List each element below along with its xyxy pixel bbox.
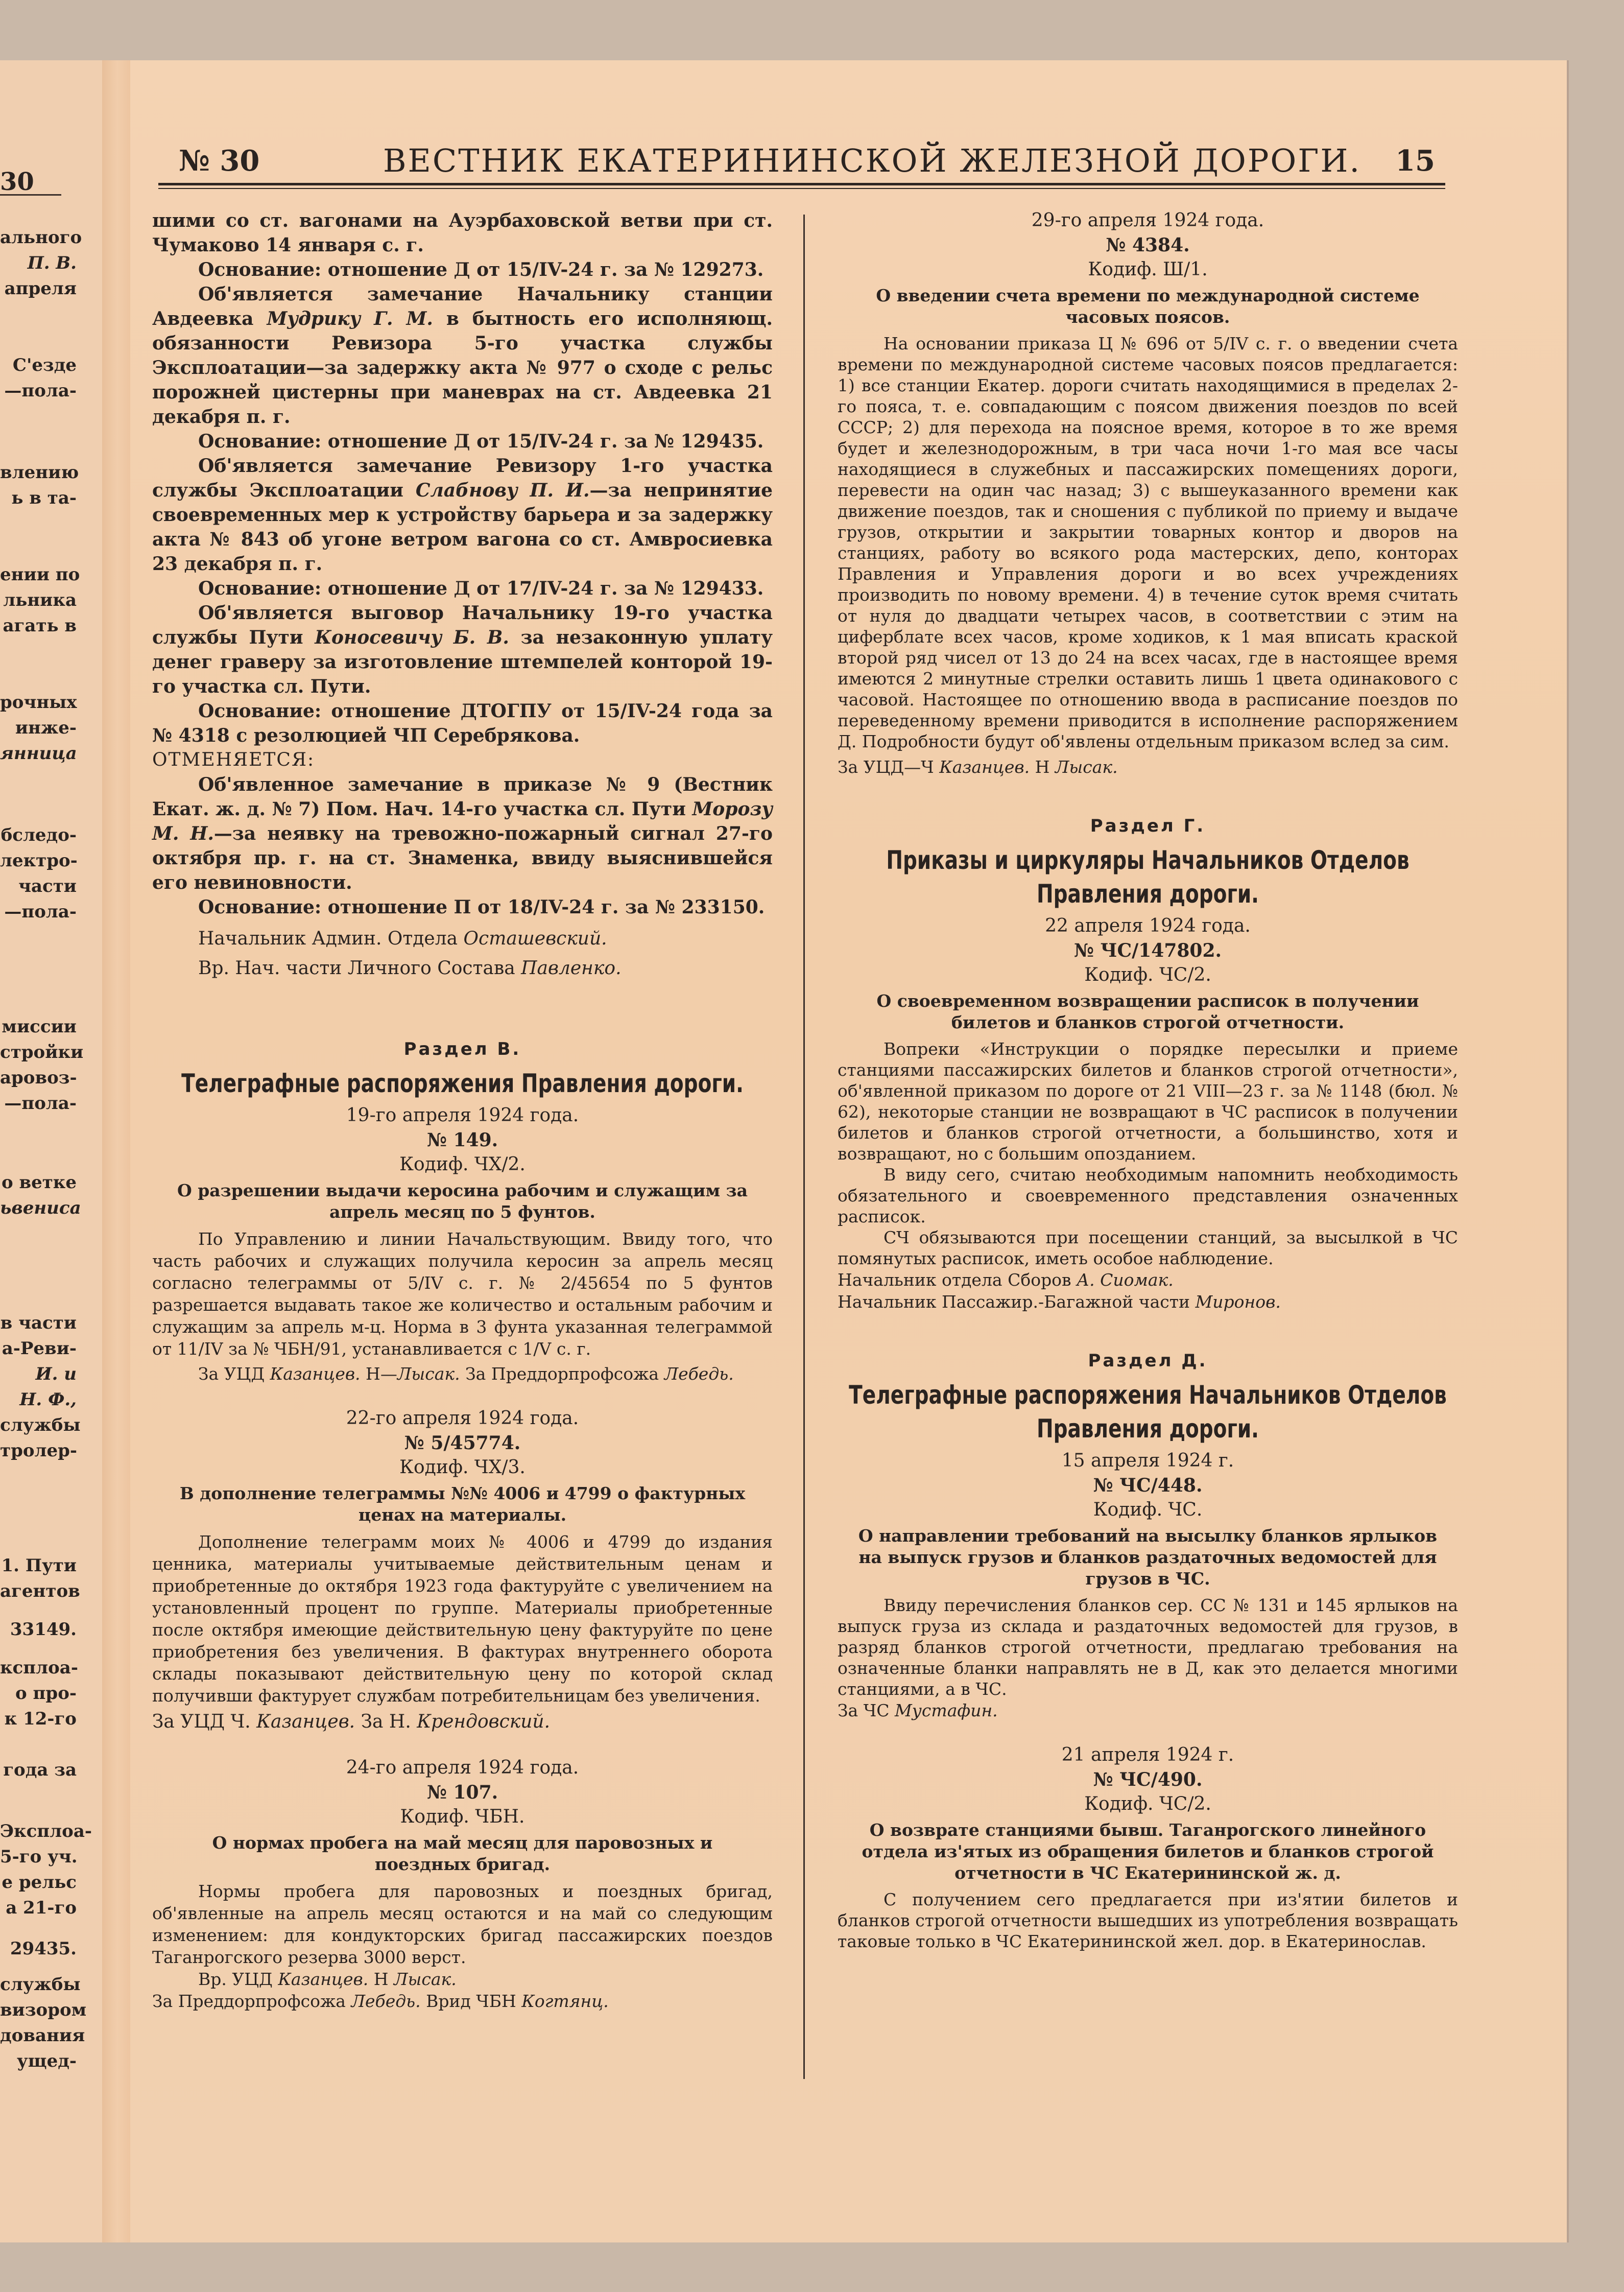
order-body: По Управлению и линии Начальствующим. Ввиду того, что часть рабочих и служащих получила керосин за апрель месяц согласно телеграммы от 5/IV с. г. № 2/45654 по 5 фунтов разрешается выдавать такое же количество и остальным рабочим и служащим за апрель м-ц. Норма в 3 фунта указанная телеграммой от 11/IV за № ЧБН/91, устанавливается с 1/V с. г. (152, 1229, 773, 1359)
order-date: 22-го апреля 1924 года. (346, 1408, 579, 1429)
section-title: Телеграфные распоряжения Правления дороги. (181, 1069, 744, 1098)
signature-name: Казанцев. (278, 1969, 369, 1989)
signature (838, 756, 1458, 778)
paragraph (152, 282, 773, 429)
signature (838, 1269, 1458, 1291)
journal-title: ВЕСТНИК ЕКАТЕРИНИНСКОЙ ЖЕЛЕЗНОЙ ДОРОГИ. (383, 142, 1362, 179)
signature-role: За Преддорпрофсожа (152, 1991, 351, 2011)
left-page-fragment: бследо- (1, 825, 77, 845)
signature-role: Врид ЧБН (420, 1991, 522, 2011)
signature-name: Крендовский. (417, 1711, 551, 1732)
order-codification: Кодиф. ЧХ/2. (399, 1154, 526, 1175)
person-name: Слабнову П. И. (415, 480, 590, 501)
order-codification: Кодиф. Ш/1. (1088, 259, 1208, 280)
basis-line: Основание: отношение Д от 15/IV-24 г. за № 129435. (198, 431, 764, 452)
text: —за непринятие своевременных мер к устройству барьера и за задержку акта № 843 об угоне ветром вагона со ст. Амвросиевка 23 декабря п. г. (152, 480, 773, 575)
text: за незаконную уплату денег граверу за изготовление штемпелей конторой 19-го участка сл. Пути. (152, 627, 773, 697)
column-divider (803, 215, 805, 2079)
section-title: Телеграфные распоряжения Начальников Отделов Правления дороги. (849, 1380, 1447, 1444)
page-number: 15 (1395, 144, 1435, 178)
left-page-fragment: П. В. (27, 253, 77, 273)
signature-name: Мустафин. (894, 1700, 998, 1720)
paragraph: шими со ст. вагонами на Ауэрбаховской ветви при ст. Чумаково 14 января с. г. (152, 210, 773, 256)
signature-role: За Преддорпрофсожа (460, 1364, 664, 1384)
issue-number: № 30 (179, 144, 260, 178)
left-page-fragment: о про- (15, 1683, 77, 1704)
basis-line: Основание: отношение Д от 17/IV-24 г. за № 129433. (198, 578, 764, 599)
section-title: Приказы и циркуляры Начальников Отделов Правления дороги. (886, 845, 1410, 909)
signature-role: За УЦД—Ч (838, 757, 940, 777)
order-date: 29-го апреля 1924 года. (1031, 210, 1264, 231)
binding-gutter (102, 60, 133, 2242)
left-page-fragment: 29435. (10, 1939, 77, 1959)
left-page-rule (0, 194, 61, 196)
signature-role: Вр. УЦД (198, 1969, 278, 1989)
section-label: Раздел Г. (1090, 816, 1206, 836)
order-number: № 4384. (1106, 234, 1190, 256)
left-page-fragment: ущед- (17, 2051, 77, 2071)
left-page-fragment: службы (0, 1974, 81, 1995)
left-page-number: 30 (0, 168, 34, 196)
order-date: 15 апреля 1924 г. (1061, 1450, 1234, 1471)
signature-name: Павленко. (521, 958, 622, 979)
text: —за неявку на тревожно-пожарный сигнал 27-го октября пр. г. на ст. Знаменка, ввиду выяснившейся его невиновности. (152, 823, 773, 893)
left-page-fragment: агентов (0, 1581, 80, 1601)
signature (152, 1968, 773, 1990)
left-page-fragment: а-Реви- (2, 1338, 77, 1359)
signature-role: За ЧС (838, 1700, 895, 1720)
left-page-fragment: аровоз- (0, 1068, 77, 1088)
text: Об'является замечание Начальнику станции Авдеевка (152, 283, 773, 329)
signature-name: Миронов. (1195, 1292, 1281, 1312)
header-rule-thin (158, 188, 1445, 189)
order-subject: О введении счета времени по международной системе часовых поясов. (876, 286, 1420, 327)
order-codification: Кодиф. ЧС/2. (1084, 1793, 1211, 1814)
left-page-fragment: стройки (0, 1042, 84, 1062)
left-page-fragment: —пола- (4, 381, 77, 401)
signature (152, 927, 773, 951)
order-date: 24-го апреля 1924 года. (346, 1757, 579, 1778)
left-page-fragment: Н. Ф., (19, 1389, 77, 1410)
column-right (838, 208, 1458, 1952)
left-page-fragment: в части (0, 1313, 77, 1333)
left-page-fragment: влению (0, 462, 79, 483)
order-body: Вопреки «Инструкции о порядке пересылки и приеме станциями пассажирских билетов и бланков строгой отчетности», об'явленной приказом по дороге от 21 VIII—23 г. за № 1148 (бюл. № 62), некоторые станции не возвращают в ЧС расписок в получении билетов и бланков строгой отчетности, а большинство, хотя и возвращают, но с большим опозданием. (838, 1039, 1458, 1164)
order-body: Нормы пробега для паровозных и поездных бригад, об'явленные на апрель месяц остаются и на май со следующим изменением: для кондукторских бригад пассажирских поездов Таганрогского резерва 3000 верст. (152, 1881, 773, 1967)
left-page-fragment: визором (0, 2000, 87, 2020)
left-page-fragment: е рельс (2, 1872, 77, 1893)
signature-name: Лебедь. (351, 1991, 421, 2011)
signature-name: Казанцев. (939, 757, 1030, 777)
left-page-fragment: года за (3, 1760, 77, 1780)
order-number: № ЧС/490. (1093, 1769, 1203, 1790)
left-page-fragment: 5-го уч. (0, 1847, 78, 1867)
signature-role: Н (1030, 757, 1055, 777)
order-body: Ввиду перечисления бланков сер. СС № 131 и 145 ярлыков на выпуск груза из склада и раздаточных ведомостей для грузов, в разряд бланков строгой отчетности, предлагаю требования на означенные бланки направлять не в Д, как это делается многими станциями, а в ЧС. (838, 1595, 1458, 1699)
left-page-fragment: о ветке (1, 1172, 77, 1193)
signature-name: Осташевский. (463, 928, 607, 949)
order-body: С получением сего предлагается при из'ятии билетов и бланков строгой отчетности вышедших из употребления возвращать таковые только в ЧС Екатерининской жел. дор. в Екатеринослав. (838, 1889, 1458, 1951)
order-date: 21 апреля 1924 г. (1061, 1744, 1234, 1765)
order-codification: Кодиф. ЧБН. (400, 1806, 525, 1827)
page-edge (1567, 60, 1569, 2242)
left-page-fragment: ксплоа- (0, 1658, 78, 1678)
left-page-fragment: —пола- (4, 902, 77, 922)
order-body: В виду сего, считаю необходимым напомнить необходимость обязательного и своевременного представления означенных расписок. (838, 1165, 1458, 1226)
order-body: СЧ обязываются при посещении станций, за высылкой в ЧС помянутых расписок, иметь особое наблюдение. (838, 1227, 1458, 1268)
signature-role: Начальник отдела Сборов (838, 1270, 1077, 1290)
left-page-fragment: ального (0, 227, 82, 248)
order-number: № ЧС/147802. (1073, 940, 1222, 961)
signature-name: Лебедь. (664, 1364, 734, 1384)
text: Об'является замечание Ревизору 1-го участка службы Эксплоатации (152, 455, 773, 501)
left-page-fragment: а 21-го (6, 1898, 77, 1918)
running-header (153, 138, 1445, 184)
text: в бытность его исполняющ. обязанности Ревизора 5-го участка службы Эксплоатации—за задержку акта № 977 о сходе с рельс порожней цистерны при маневрах на ст. Авдеевка 21 декабря п. г. (152, 308, 773, 428)
order-subject: О разрешении выдачи керосина рабочим и служащим за апрель месяц по 5 фунтов. (177, 1180, 748, 1222)
section-label: Раздел Д. (1088, 1351, 1208, 1371)
left-page-fragment: к 12-го (4, 1709, 77, 1729)
section-label: Раздел В. (403, 1039, 521, 1059)
person-name: Мудрику Г. М. (267, 308, 433, 329)
order-number: № 5/45774. (404, 1432, 521, 1454)
order-codification: Кодиф. ЧС/2. (1084, 964, 1211, 985)
left-page-fragment: янница (0, 743, 77, 764)
signature-role: Н— (360, 1364, 397, 1384)
signature-name: А. Сиомак. (1077, 1270, 1174, 1290)
left-page-fragment: агать в (3, 616, 77, 636)
order-body: Дополнение телеграмм моих № 4006 и 4799 до издания ценника, материалы учитываемые действительным ценам и приобретенные до октября 1923 года фактуруйте с увеличением на установленный процент по группе. Материалы приобретенные после октября имеющие действительную цену фактуруйте по цене приобретения без увеличения. В фактурах внутреннего оборота склады показывают действительную цену по которой склад получивши фактурует службам потребительницам без увеличения. (152, 1532, 773, 1706)
cancel-heading: ОТМЕНЯЕТСЯ: (152, 749, 315, 770)
text: Об'явленное замечание в приказе № 9 (Вестник Екат. ж. д. № 7) Пом. Нач. 14-го участка сл. Пути (152, 774, 773, 820)
order-subject: О возврате станциями бывш. Таганрогского линейного отдела из'ятых из обращения билетов и бланков строгой отчетности в ЧС Екатерининской ж. д. (862, 1820, 1434, 1883)
order-subject: О направлении требований на высылку бланков ярлыков на выпуск грузов и бланков раздаточных ведомостей для грузов в ЧС. (858, 1526, 1438, 1589)
header-rule (158, 183, 1445, 185)
left-page-fragment: 1. Пути (1, 1555, 77, 1576)
person-name: Морозу М. Н. (152, 798, 773, 844)
order-subject: В дополнение телеграммы №№ 4006 и 4799 о фактурных ценах на материалы. (179, 1483, 746, 1525)
signature-role: Вр. Нач. части Личного Состава (198, 958, 521, 979)
signature-name: Лысак. (393, 1969, 457, 1989)
basis-line: Основание: отношение П от 18/IV-24 г. за № 233150. (198, 896, 765, 918)
left-page-fragment: инже- (15, 718, 77, 738)
text: Об'является выговор Начальнику 19-го участка службы Пути (152, 602, 773, 648)
order-body: На основании приказа Ц № 696 от 5/IV с. г. о введении счета времени по международной системе часовых поясов предлагается: 1) все станции Екатер. дороги считать находящимися в пределах 2-го пояса, т. е. совпадающим с поясом движения поездов по всей СССР; 2) для перехода на поясное время, которое в то же время будет и железнодорожным, в три часа ночи 1-го мая все часы находящиеся в служебных и пассажирских помещениях дороги, перевести на один час назад; 3) с вышеуказанного времени как движение поездов, так и сношения с публикой по приему и выдаче грузов, открытии и закрытии товарных контор и дворов на станциях, работу во всякого рода мастерских, депо, конторах Правления и Управления дороги и во всех учреждениях производить по новому времени. 4) в течение суток время считать от нуля до двадцати четырех часов, в соответствии с этим на циферблате всех часов, кроме ходиков, к 1 мая вписать краской второй ряд чисел от 13 до 24 на всех часах, где в настоящее время имеются 2 минутные стрелки оставить лишь 1 цвета одинакового с часовой. Настоящее по отношению ввода в расписание поездов по переведенному времени приводится в исполнение распоряжением Д. Подробности будут об'явлены отдельным приказом вслед за сим. (838, 334, 1458, 751)
signature-name: Казанцев. (270, 1364, 361, 1384)
paragraph (152, 601, 773, 699)
order-number: № 107. (426, 1782, 498, 1803)
signature (152, 1710, 773, 1734)
signature-role: Начальник Пассажир.-Багажной части (838, 1292, 1196, 1312)
left-page-fragment: ении по (0, 564, 80, 585)
signature-role: Начальник Админ. Отдела (198, 928, 464, 949)
left-page-fragment: Эксплоа- (0, 1821, 92, 1841)
signature (152, 1363, 773, 1385)
signature-role: За УЦД Ч. (152, 1711, 257, 1732)
signature (838, 1699, 1458, 1721)
left-page-fragment: 33149. (10, 1619, 77, 1640)
order-codification: Кодиф. ЧХ/3. (399, 1457, 526, 1478)
left-page-fragment: части (18, 876, 77, 896)
left-page-fragment: рочных (0, 692, 77, 713)
left-page-fragment: ь в та- (11, 488, 77, 508)
order-subject: О нормах пробега на май месяц для паровозных и поездных бригад. (212, 1833, 713, 1874)
left-page-fragment: тролер- (0, 1440, 78, 1461)
left-page-fragment: миссии (2, 1017, 77, 1037)
signature-role: За Н. (355, 1711, 417, 1732)
basis-line: Основание: отношение ДТОГПУ от 15/IV-24 года за № 4318 с резолюцией ЧП Серебрякова. (152, 700, 773, 746)
signature-role: За УЦД (198, 1364, 270, 1384)
signature (152, 1990, 773, 2012)
left-page-fragment: льника (3, 590, 77, 610)
left-page-fragment: апреля (4, 278, 77, 299)
left-page-fragment: лектро- (0, 850, 78, 871)
column-left (152, 208, 773, 2012)
person-name: Коносевичу Б. В. (315, 627, 509, 648)
signature (838, 1291, 1458, 1313)
signature-name: Лысак. (1055, 757, 1118, 777)
order-date: 19-го апреля 1924 года. (346, 1105, 579, 1126)
left-page-fragment: службы (0, 1415, 81, 1435)
basis-line: Основание: отношение Д от 15/IV-24 г. за № 129273. (198, 259, 764, 280)
paragraph (152, 772, 773, 895)
left-page-fragment: ьвениса (0, 1198, 81, 1218)
left-page-fragment: —пола- (4, 1093, 77, 1114)
left-page-fragment: И. и (35, 1364, 77, 1384)
signature-role: Н (368, 1969, 394, 1989)
signature-name: Когтянц. (521, 1991, 609, 2011)
order-date: 22 апреля 1924 года. (1045, 915, 1251, 936)
signature-name: Лысак. (397, 1364, 460, 1384)
order-subject: О своевременном возвращении расписок в получении билетов и бланков строгой отчетности. (876, 991, 1419, 1032)
left-page-fragment: С'езде (12, 355, 77, 375)
order-number: № ЧС/448. (1093, 1475, 1203, 1496)
order-number: № 149. (426, 1129, 498, 1151)
paragraph (152, 454, 773, 576)
left-page-fragment: дования (0, 2025, 85, 2046)
signature-name: Казанцев. (256, 1711, 355, 1732)
order-codification: Кодиф. ЧС. (1093, 1499, 1203, 1520)
left-page-edge (0, 60, 118, 2242)
signature (152, 956, 773, 981)
